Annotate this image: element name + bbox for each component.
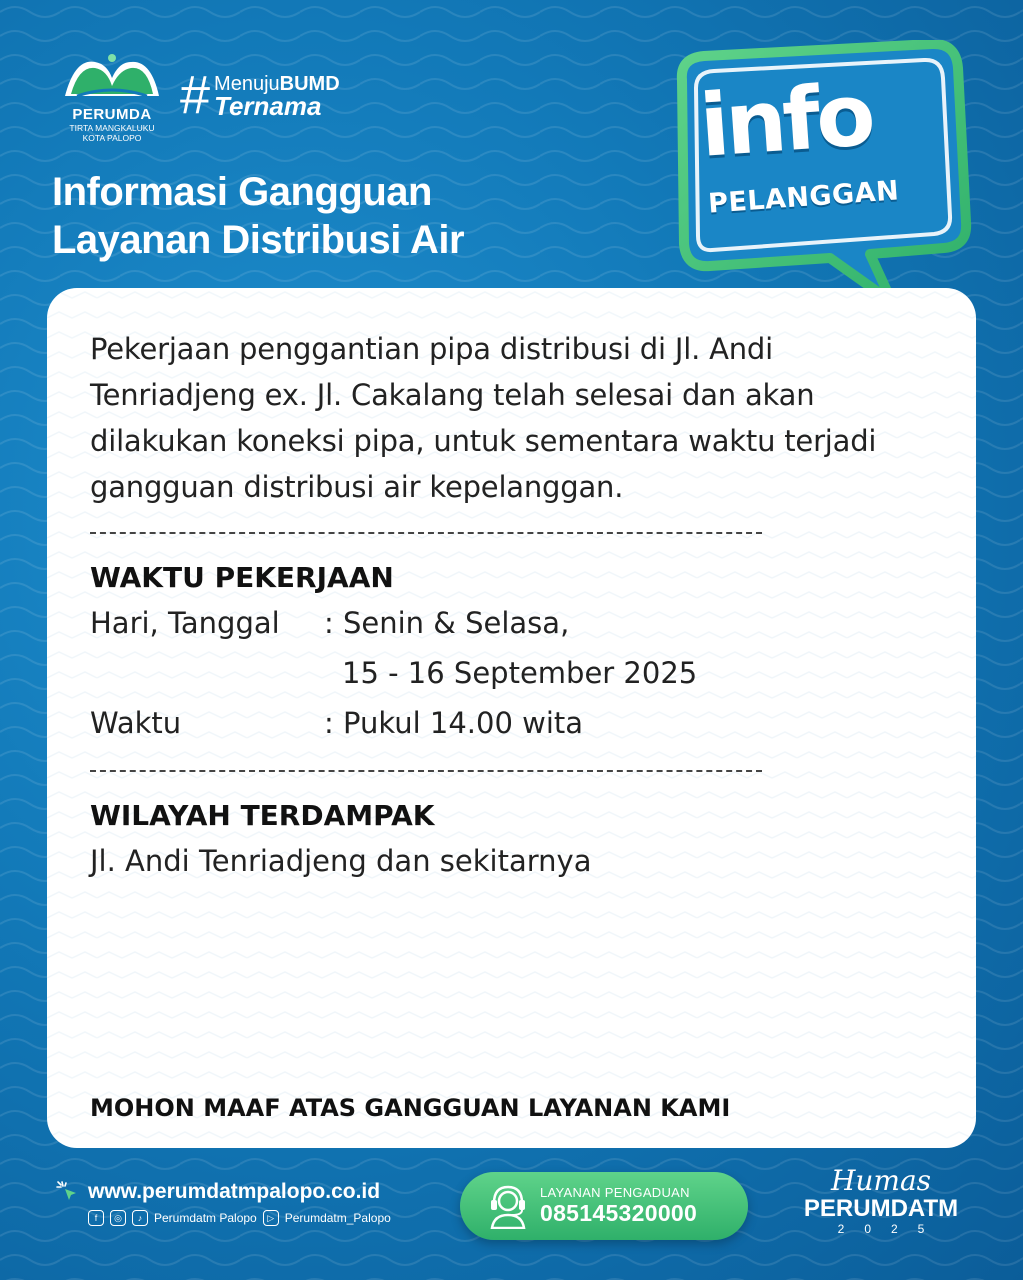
schedule-time-row: [90, 698, 910, 748]
instagram-icon[interactable]: ◎: [110, 1210, 126, 1226]
time-label: Waktu: [90, 706, 182, 740]
tagline: [180, 65, 340, 125]
humas-org: PERUMDATM: [803, 1195, 959, 1222]
tiktok-icon[interactable]: ♪: [132, 1210, 148, 1226]
info-pelanggan-badge: [662, 40, 972, 310]
hashtag-symbol: #: [180, 65, 211, 125]
schedule-date-row: [90, 648, 910, 698]
badge-pelanggan-text: PELANGGAN: [707, 175, 901, 220]
complaint-number: 085145320000: [540, 1200, 698, 1226]
complaint-service-button[interactable]: [460, 1172, 748, 1240]
time-value: : Pukul 14.00 wita: [324, 706, 584, 740]
website-url: www.perumdatmpalopo.co.id: [88, 1180, 381, 1203]
social2-text[interactable]: Perumdatm_Palopo: [284, 1211, 391, 1225]
schedule-title: WAKTU PEKERJAAN: [90, 561, 394, 594]
area-title: WILAYAH TERDAMPAK: [90, 799, 435, 832]
complaint-label: LAYANAN PENGADUAN: [540, 1185, 690, 1200]
humas-signature: [786, 1166, 976, 1236]
logo-sub1: TIRTA MANGKALUKU: [69, 123, 155, 133]
badge-info-text: info: [696, 65, 875, 177]
dashed-divider: [90, 770, 762, 772]
water-drop-mountain-logo-icon: [57, 48, 167, 104]
humas-script: Humas: [830, 1164, 932, 1197]
notice-paragraph: Pekerjaan penggantian pipa distribusi di Jl. Andi Tenriadjeng ex. Jl. Cakalang telah selesai dan akan dilakukan koneksi pipa, untuk sementara waktu terjadi gangguan distribusi air kepelanggan.: [90, 332, 877, 504]
schedule-day-row: [90, 598, 910, 648]
website-link[interactable]: [56, 1180, 380, 1204]
day-label: Hari, Tanggal: [90, 606, 280, 640]
tagline-line1: MenujuBUMD: [214, 73, 340, 95]
logo-sub2: KOTA PALOPO: [82, 133, 142, 143]
humas-year: 2025: [837, 1222, 945, 1236]
perumda-logo: [52, 48, 172, 143]
date-value: 15 - 16 September 2025: [342, 656, 698, 690]
apology-text: MOHON MAAF ATAS GANGGUAN LAYANAN KAMI: [90, 1094, 731, 1122]
logo-brand: PERUMDA: [72, 106, 152, 123]
notice-card: [47, 288, 976, 1148]
facebook-icon[interactable]: f: [88, 1210, 104, 1226]
social-links: [88, 1210, 391, 1226]
tagline-line2: Ternama: [214, 91, 322, 121]
area-row: [90, 836, 910, 886]
page-title: Informasi Gangguan Layanan Distribusi Air: [52, 170, 465, 262]
area-value: Jl. Andi Tenriadjeng dan sekitarnya: [90, 844, 592, 878]
day-value: : Senin & Selasa,: [324, 606, 570, 640]
dashed-divider: [90, 532, 762, 534]
social1-text[interactable]: Perumdatm Palopo: [154, 1211, 257, 1225]
youtube-icon[interactable]: ▷: [263, 1210, 279, 1226]
cursor-click-icon: [56, 1180, 80, 1204]
headset-icon: [486, 1183, 530, 1229]
